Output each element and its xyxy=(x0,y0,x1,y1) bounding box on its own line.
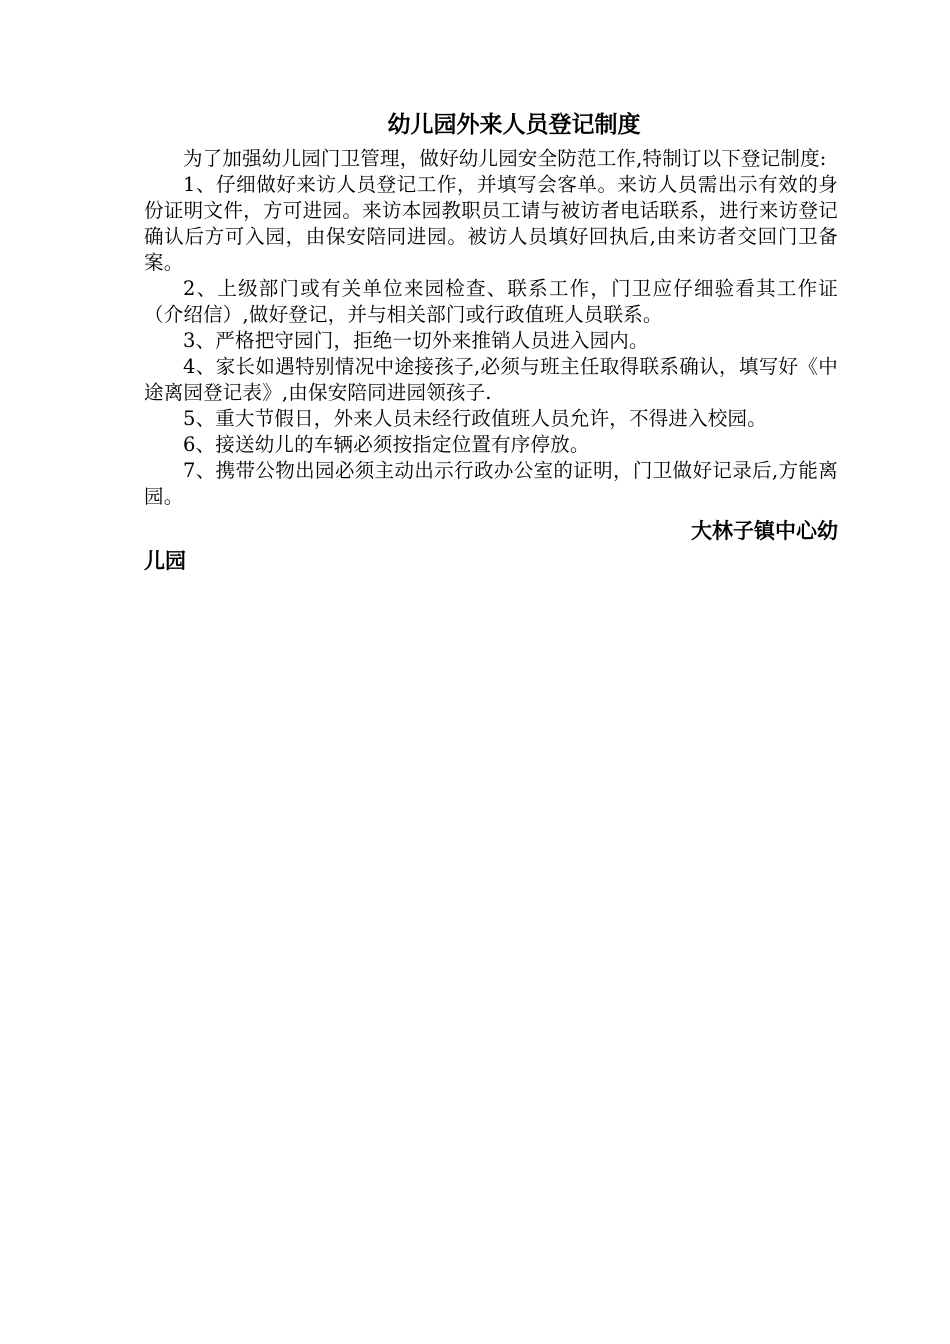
signature-line-1: 大林子镇中心幼 xyxy=(691,519,838,543)
document-body xyxy=(144,108,838,576)
signature xyxy=(144,516,838,576)
rule-3: 3、严格把守园门，拒绝一切外来推销人员进入园内。 xyxy=(183,329,649,352)
document-title: 幼儿园外来人员登记制度 xyxy=(387,112,641,138)
intro-paragraph: 为了加强幼儿园门卫管理，做好幼儿园安全防范工作,特制订以下登记制度: xyxy=(183,147,827,170)
rule-7: 7、携带公物出园必须主动出示行政办公室的证明，门卫做好记录后,方能离园。 xyxy=(144,459,838,508)
rule-2: 2、上级部门或有关单位来园检查、联系工作，门卫应仔细验看其工作证（介绍信）,做好登记，并与相关部门或行政值班人员联系。 xyxy=(144,277,838,326)
rule-5: 5、重大节假日，外来人员未经行政值班人员允许，不得进入校园。 xyxy=(183,407,767,430)
rule-6: 6、接送幼儿的车辆必须按指定位置有序停放。 xyxy=(183,433,590,456)
rule-4: 4、家长如遇特别情况中途接孩子,必须与班主任取得联系确认，填写好《中途离园登记表》,由保安陪同进园领孩子. xyxy=(144,355,838,404)
rule-1: 1、仔细做好来访人员登记工作，并填写会客单。来访人员需出示有效的身份证明文件，方可进园。来访本园教职员工请与被访者电话联系，进行来访登记确认后方可入园，由保安陪同进园。被访人员填好回执后,由来访者交回门卫备案。 xyxy=(144,173,838,274)
signature-line-2: 儿园 xyxy=(144,549,186,573)
